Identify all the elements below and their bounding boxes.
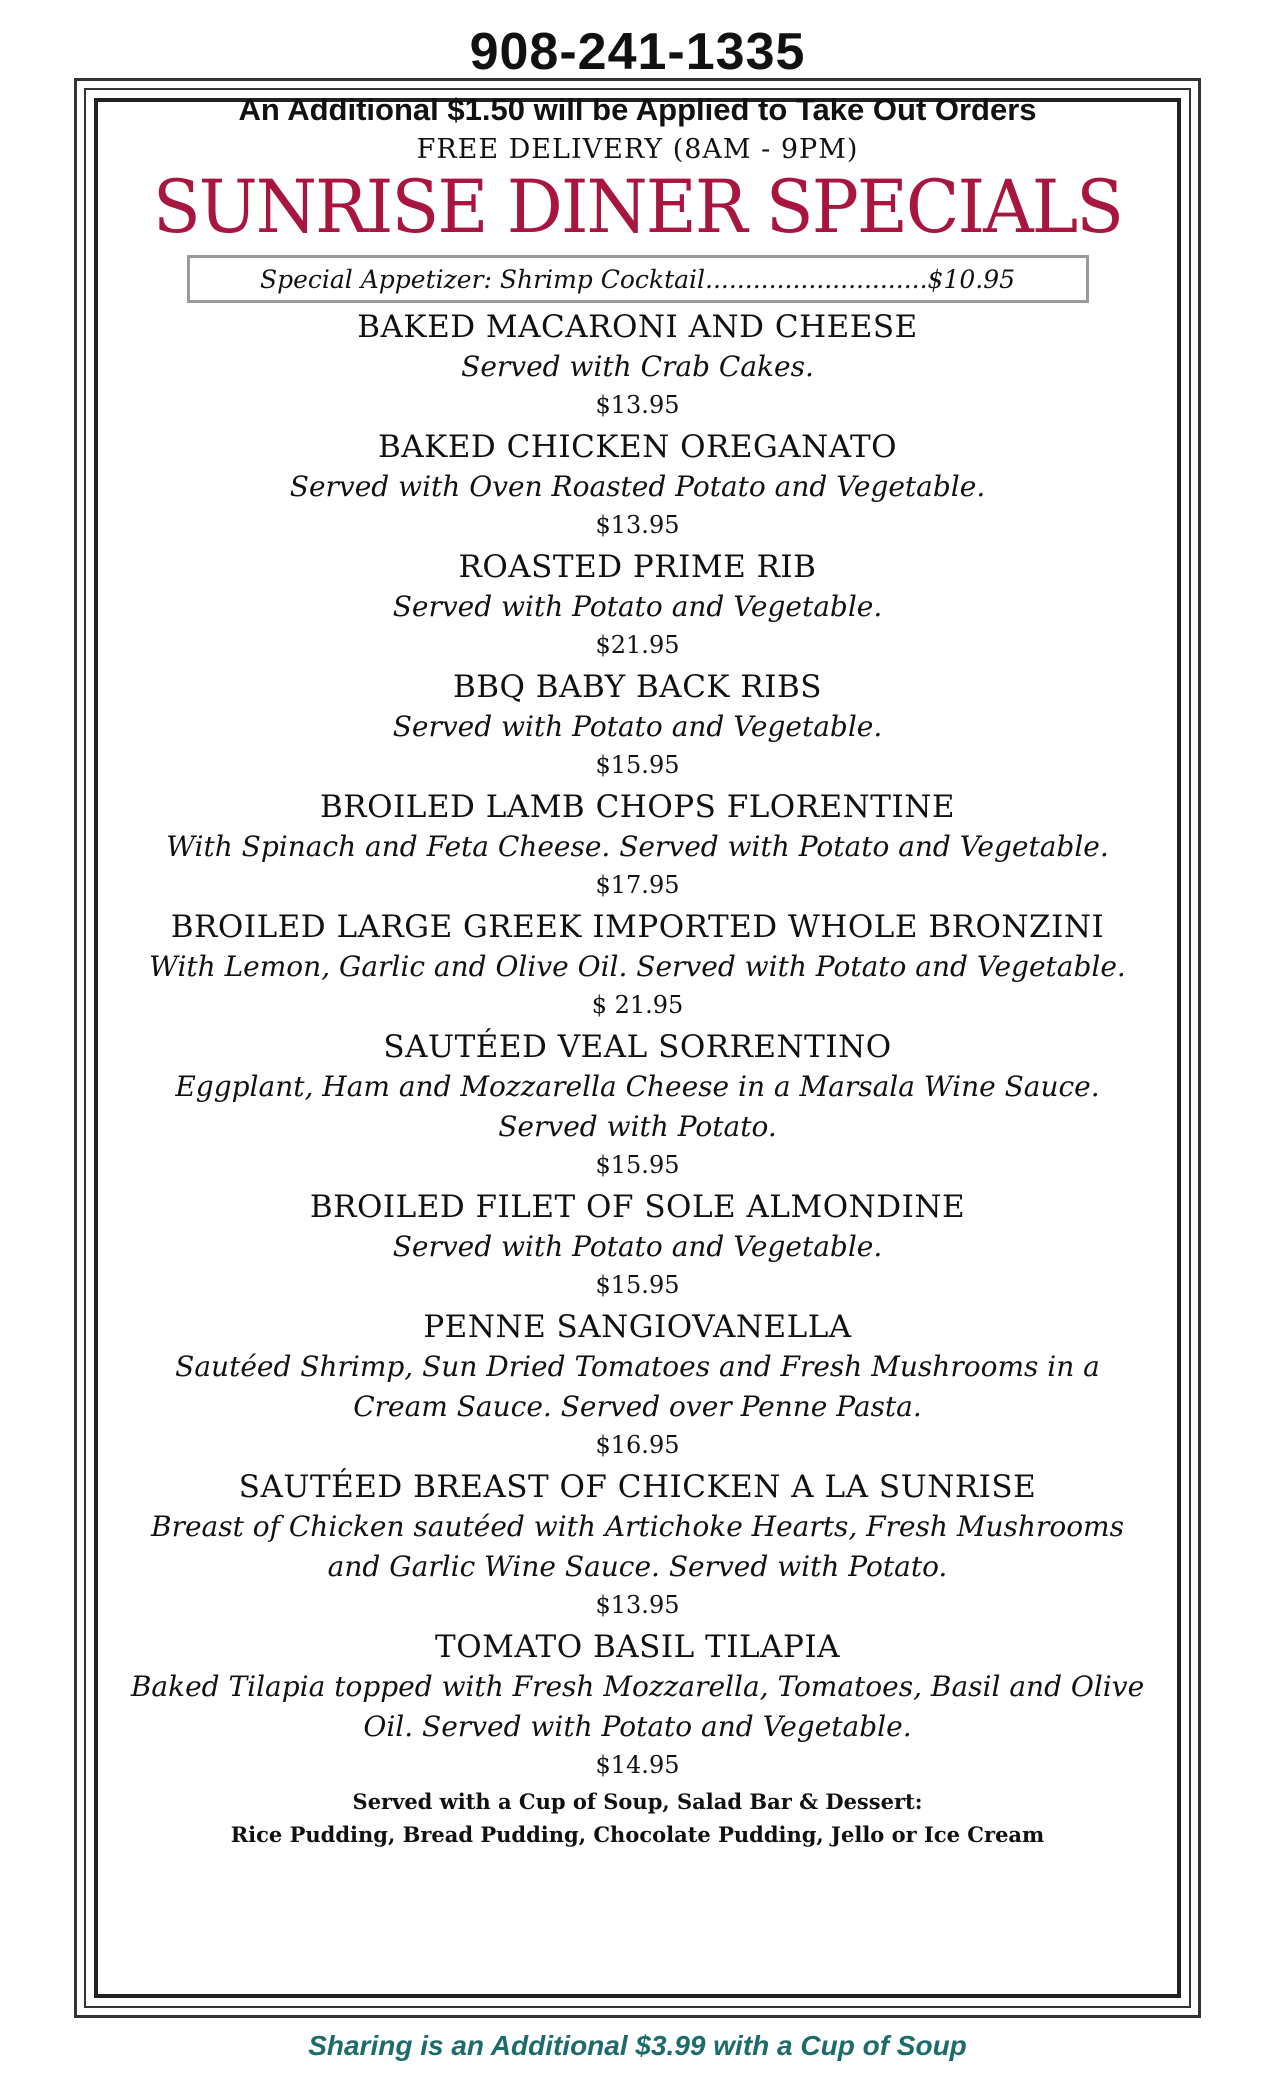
menu-item-description: Served with Potato and Vegetable.	[392, 590, 883, 623]
menu-items-list	[110, 307, 1165, 1783]
menu-item-name: PENNE SANGIOVANELLA	[423, 1309, 852, 1345]
menu-item-price: $13.95	[595, 391, 680, 419]
menu-item	[110, 547, 1165, 663]
menu-item-name: BROILED LAMB CHOPS FLORENTINE	[320, 789, 955, 825]
menu-item-name: BBQ BABY BACK RIBS	[452, 669, 823, 705]
menu-item-name: BAKED MACARONI AND CHEESE	[357, 309, 918, 345]
page-title: SUNRISE DINER SPECIALS	[152, 163, 1123, 251]
menu-item-description: Eggplant, Ham and Mozzarella Cheese in a Marsala Wine Sauce. Served with Potato.	[175, 1070, 1100, 1143]
menu-item-name: BROILED FILET OF SOLE ALMONDINE	[309, 1189, 966, 1225]
menu-item-name: BAKED CHICKEN OREGANATO	[377, 429, 898, 465]
menu-item-name: SAUTÉED VEAL SORRENTINO	[383, 1029, 892, 1065]
menu-item-price: $ 21.95	[591, 991, 684, 1019]
menu-item-description: Served with Oven Roasted Potato and Vegetable.	[289, 470, 986, 503]
menu-item-price: $15.95	[595, 1151, 680, 1179]
menu-item-price: $14.95	[595, 1751, 680, 1779]
menu-item-name: TOMATO BASIL TILAPIA	[435, 1629, 840, 1665]
menu-content	[110, 92, 1165, 1851]
phone-number: 908-241-1335	[469, 23, 806, 81]
menu-item	[110, 307, 1165, 423]
delivery-note: FREE DELIVERY (8AM - 9PM)	[416, 134, 859, 165]
menu-item-price: $17.95	[595, 871, 680, 899]
menu-item-description: With Lemon, Garlic and Olive Oil. Served with Potato and Vegetable.	[149, 950, 1126, 983]
takeout-note: An Additional $1.50 will be Applied to Take Out Orders	[238, 92, 1037, 127]
menu-item	[110, 1187, 1165, 1303]
menu-item	[110, 427, 1165, 543]
menu-item-description: Served with Potato and Vegetable.	[392, 1230, 883, 1263]
menu-item-description: Served with Potato and Vegetable.	[392, 710, 883, 743]
menu-item-name: BROILED LARGE GREEK IMPORTED WHOLE BRONZINI	[170, 909, 1105, 945]
menu-item	[110, 1307, 1165, 1463]
served-with-line: Served with a Cup of Soup, Salad Bar & Dessert:	[352, 1789, 923, 1814]
served-with-note	[110, 1785, 1165, 1851]
menu-item-description: With Spinach and Feta Cheese. Served with Potato and Vegetable.	[166, 830, 1109, 863]
menu-item-price: $21.95	[595, 631, 680, 659]
menu-item-description: Served with Crab Cakes.	[461, 350, 814, 383]
menu-item-price: $13.95	[595, 1591, 680, 1619]
menu-item-price: $13.95	[595, 511, 680, 539]
menu-item-price: $16.95	[595, 1431, 680, 1459]
special-appetizer-box: Special Appetizer: Shrimp Cocktail............................$10.95	[187, 255, 1089, 303]
menu-item	[110, 667, 1165, 783]
menu-item-price: $15.95	[595, 751, 680, 779]
menu-item-description: Sautéed Shrimp, Sun Dried Tomatoes and Fresh Mushrooms in a Cream Sauce. Served over Penne Pasta.	[175, 1350, 1100, 1423]
menu-item-name: ROASTED PRIME RIB	[458, 549, 817, 585]
menu-item	[110, 1627, 1165, 1783]
dessert-options-line: Rice Pudding, Bread Pudding, Chocolate Pudding, Jello or Ice Cream	[230, 1822, 1045, 1847]
menu-item-description: Baked Tilapia topped with Fresh Mozzarella, Tomatoes, Basil and Olive Oil. Served with Potato and Vegetable.	[130, 1670, 1145, 1743]
sharing-note: Sharing is an Additional $3.99 with a Cup of Soup	[308, 2030, 967, 2061]
menu-item	[110, 1467, 1165, 1623]
menu-item-description: Breast of Chicken sautéed with Artichoke Hearts, Fresh Mushrooms and Garlic Wine Sauce. Served with Potato.	[151, 1510, 1124, 1583]
menu-item-price: $15.95	[595, 1271, 680, 1299]
menu-item-name: SAUTÉED BREAST OF CHICKEN A LA SUNRISE	[238, 1469, 1037, 1505]
menu-item	[110, 787, 1165, 903]
menu-item	[110, 907, 1165, 1023]
menu-item	[110, 1027, 1165, 1183]
